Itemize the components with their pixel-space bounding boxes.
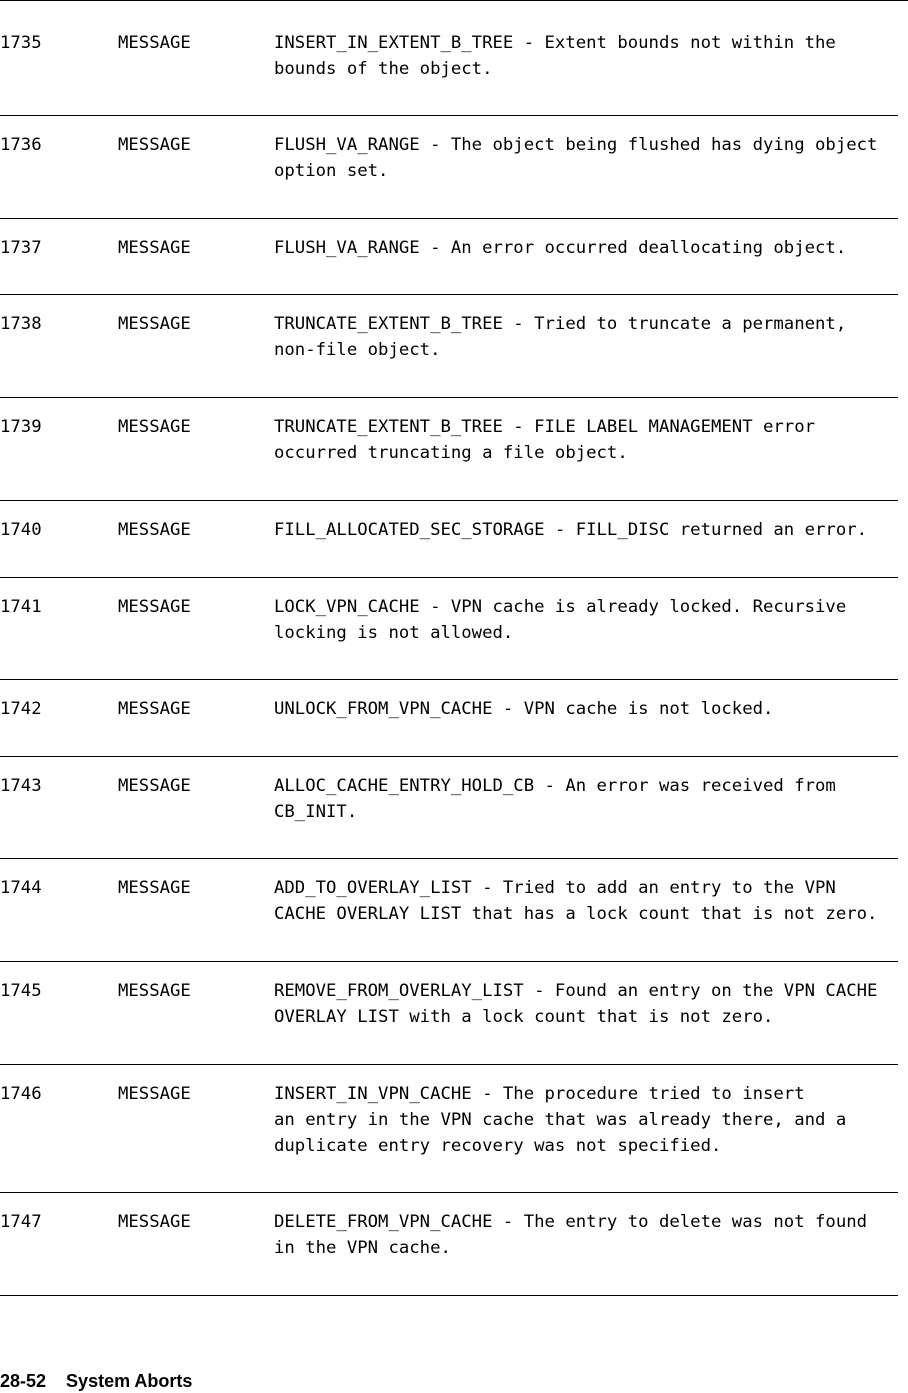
entry-1736 <box>0 115 898 219</box>
entry-code: 1741 <box>0 597 42 617</box>
entry-type: MESSAGE <box>118 314 191 334</box>
entry-description: TRUNCATE_EXTENT_B_TREE - FILE LABEL MANAGEMENT error occurred truncating a file object. <box>274 417 816 463</box>
entry-type: MESSAGE <box>118 878 191 898</box>
entry-code: 1739 <box>0 417 42 437</box>
entry-1742 <box>0 679 898 757</box>
entry-description: TRUNCATE_EXTENT_B_TREE - Tried to truncate a permanent, non-file object. <box>274 314 847 360</box>
entry-description: INSERT_IN_VPN_CACHE - The procedure tried to insert an entry in the VPN cache that was already there, and a duplicate entry recovery was not specified. <box>274 1084 847 1156</box>
entry-description: REMOVE_FROM_OVERLAY_LIST - Found an entry on the VPN CACHE OVERLAY LIST with a lock count that is not zero. <box>274 981 878 1027</box>
entry-code: 1746 <box>0 1084 42 1104</box>
entry-1747 <box>0 1192 898 1296</box>
entry-type: MESSAGE <box>118 597 191 617</box>
entry-description: ADD_TO_OVERLAY_LIST - Tried to add an entry to the VPN CACHE OVERLAY LIST that has a lock count that is not zero. <box>274 878 878 924</box>
page-footer <box>0 1369 192 1393</box>
entry-description: DELETE_FROM_VPN_CACHE - The entry to delete was not found in the VPN cache. <box>274 1212 868 1258</box>
entry-description: LOCK_VPN_CACHE - VPN cache is already locked. Recursive locking is not allowed. <box>274 597 847 643</box>
entry-code: 1747 <box>0 1212 42 1232</box>
entry-description: FILL_ALLOCATED_SEC_STORAGE - FILL_DISC returned an error. <box>274 520 868 540</box>
entry-type: MESSAGE <box>118 33 191 53</box>
entry-description: UNLOCK_FROM_VPN_CACHE - VPN cache is not locked. <box>274 699 774 719</box>
entry-1735 <box>0 0 898 116</box>
entry-1738 <box>0 294 898 398</box>
entry-code: 1745 <box>0 981 42 1001</box>
entry-1745 <box>0 961 898 1065</box>
entry-type: MESSAGE <box>118 135 191 155</box>
entry-code: 1736 <box>0 135 42 155</box>
entry-type: MESSAGE <box>118 981 191 1001</box>
entry-code: 1737 <box>0 238 42 258</box>
section-title: System Aborts <box>66 1371 193 1391</box>
entry-code: 1738 <box>0 314 42 334</box>
entry-description: INSERT_IN_EXTENT_B_TREE - Extent bounds not within the bounds of the object. <box>274 33 836 79</box>
entry-1740 <box>0 500 898 578</box>
entry-type: MESSAGE <box>118 238 191 258</box>
entry-1739 <box>0 397 898 501</box>
entry-type: MESSAGE <box>118 1212 191 1232</box>
entry-description: ALLOC_CACHE_ENTRY_HOLD_CB - An error was received from CB_INIT. <box>274 776 836 822</box>
entry-code: 1740 <box>0 520 42 540</box>
entry-1744 <box>0 858 898 962</box>
entry-1746 <box>0 1064 898 1193</box>
entry-code: 1744 <box>0 878 42 898</box>
entry-type: MESSAGE <box>118 776 191 796</box>
entry-type: MESSAGE <box>118 699 191 719</box>
entry-code: 1742 <box>0 699 42 719</box>
page-number: 28-52 <box>0 1371 47 1391</box>
entry-type: MESSAGE <box>118 417 191 437</box>
entry-description: FLUSH_VA_RANGE - The object being flushed has dying object option set. <box>274 135 878 181</box>
entry-code: 1743 <box>0 776 42 796</box>
entry-type: MESSAGE <box>118 1084 191 1104</box>
entry-1737 <box>0 218 898 295</box>
entry-type: MESSAGE <box>118 520 191 540</box>
entry-1743 <box>0 756 898 859</box>
entry-description: FLUSH_VA_RANGE - An error occurred deallocating object. <box>274 238 847 258</box>
entry-code: 1735 <box>0 33 42 53</box>
entry-1741 <box>0 577 898 680</box>
